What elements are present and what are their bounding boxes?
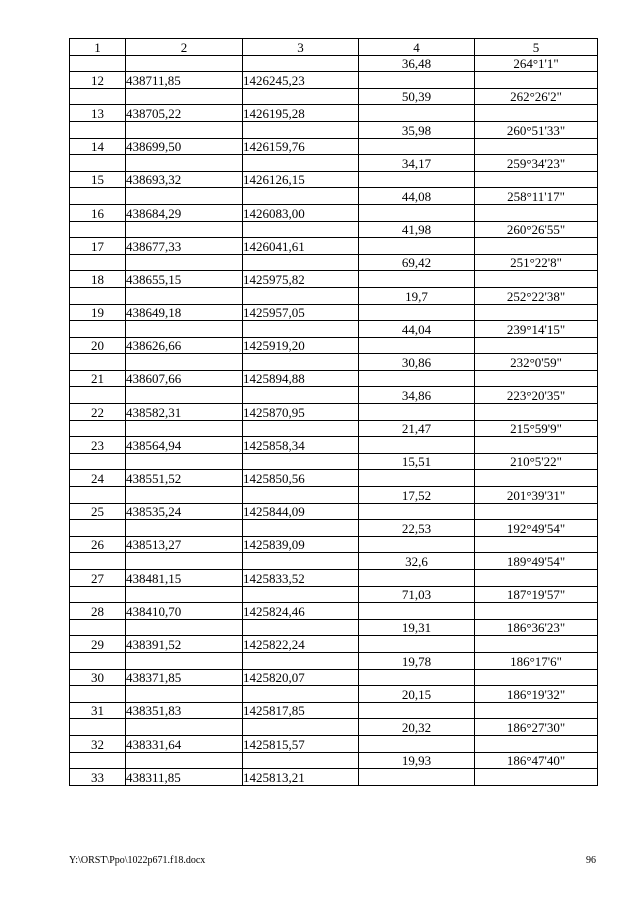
x-coordinate-cell [126,254,243,271]
y-coordinate-cell [243,221,359,238]
y-coordinate-cell: 1425975,82 [243,271,359,288]
segment-length-cell: 19,31 [359,619,475,636]
direction-angle-cell: 232°0'59" [475,354,598,371]
direction-angle-cell [475,238,598,255]
column-header-4: 4 [359,39,475,56]
coordinates-table [69,38,598,786]
table-row [70,387,598,404]
x-coordinate-cell: 438481,15 [126,570,243,587]
x-coordinate-cell [126,155,243,172]
direction-angle-cell: 186°19'32" [475,686,598,703]
y-coordinate-cell [243,121,359,138]
point-number-cell: 21 [70,370,126,387]
point-number-cell: 27 [70,570,126,587]
direction-angle-cell [475,204,598,221]
direction-angle-cell: 264°1'1" [475,55,598,72]
segment-length-cell: 20,15 [359,686,475,703]
x-coordinate-cell [126,652,243,669]
point-number-cell: 26 [70,536,126,553]
point-number-cell: 13 [70,105,126,122]
table-row [70,337,598,354]
y-coordinate-cell [243,155,359,172]
table-row [70,121,598,138]
table-row [70,652,598,669]
x-coordinate-cell [126,287,243,304]
direction-angle-cell [475,669,598,686]
point-number-cell [70,453,126,470]
y-coordinate-cell: 1426195,28 [243,105,359,122]
y-coordinate-cell [243,420,359,437]
table-row [70,404,598,421]
y-coordinate-cell: 1426245,23 [243,72,359,89]
direction-angle-cell: 186°36'23" [475,619,598,636]
column-header-5: 5 [475,39,598,56]
segment-length-cell [359,536,475,553]
segment-length-cell: 30,86 [359,354,475,371]
point-number-cell [70,55,126,72]
point-number-cell [70,387,126,404]
table-row [70,586,598,603]
y-coordinate-cell: 1425820,07 [243,669,359,686]
footer-file-path: Y:\ORST\Ppo\1022p671.f18.docx [69,855,206,866]
point-number-cell: 19 [70,304,126,321]
x-coordinate-cell [126,719,243,736]
segment-length-cell [359,702,475,719]
point-number-cell: 20 [70,337,126,354]
y-coordinate-cell: 1426159,76 [243,138,359,155]
point-number-cell [70,121,126,138]
segment-length-cell [359,603,475,620]
direction-angle-cell [475,105,598,122]
y-coordinate-cell [243,520,359,537]
x-coordinate-cell [126,487,243,504]
y-coordinate-cell [243,88,359,105]
table-row [70,105,598,122]
segment-length-cell [359,337,475,354]
x-coordinate-cell: 438607,66 [126,370,243,387]
y-coordinate-cell: 1425839,09 [243,536,359,553]
point-number-cell: 18 [70,271,126,288]
x-coordinate-cell: 438705,22 [126,105,243,122]
table-row [70,155,598,172]
direction-angle-cell [475,570,598,587]
x-coordinate-cell: 438371,85 [126,669,243,686]
table-row [70,287,598,304]
direction-angle-cell: 223°20'35" [475,387,598,404]
point-number-cell [70,487,126,504]
table-body [70,55,598,785]
point-number-cell [70,188,126,205]
x-coordinate-cell: 438410,70 [126,603,243,620]
x-coordinate-cell: 438351,83 [126,702,243,719]
direction-angle-cell [475,470,598,487]
table-row [70,254,598,271]
segment-length-cell: 20,32 [359,719,475,736]
y-coordinate-cell [243,553,359,570]
point-number-cell [70,520,126,537]
y-coordinate-cell: 1425850,56 [243,470,359,487]
direction-angle-cell [475,636,598,653]
segment-length-cell: 19,93 [359,752,475,769]
x-coordinate-cell [126,321,243,338]
y-coordinate-cell [243,254,359,271]
table-header-row [70,39,598,56]
segment-length-cell [359,669,475,686]
direction-angle-cell: 262°26'2" [475,88,598,105]
point-number-cell [70,287,126,304]
x-coordinate-cell: 438551,52 [126,470,243,487]
point-number-cell: 29 [70,636,126,653]
segment-length-cell [359,437,475,454]
segment-length-cell: 34,17 [359,155,475,172]
table-row [70,55,598,72]
x-coordinate-cell [126,55,243,72]
x-coordinate-cell [126,221,243,238]
segment-length-cell [359,138,475,155]
direction-angle-cell: 260°51'33" [475,121,598,138]
table-row [70,238,598,255]
table-row [70,603,598,620]
point-number-cell [70,354,126,371]
segment-length-cell [359,72,475,89]
table-row [70,470,598,487]
table-row [70,304,598,321]
y-coordinate-cell: 1425919,20 [243,337,359,354]
segment-length-cell: 71,03 [359,586,475,603]
table-row [70,719,598,736]
segment-length-cell [359,204,475,221]
direction-angle-cell: 189°49'54" [475,553,598,570]
x-coordinate-cell: 438649,18 [126,304,243,321]
y-coordinate-cell [243,652,359,669]
point-number-cell [70,619,126,636]
y-coordinate-cell: 1425844,09 [243,503,359,520]
y-coordinate-cell: 1425957,05 [243,304,359,321]
y-coordinate-cell: 1426126,15 [243,171,359,188]
x-coordinate-cell: 438711,85 [126,72,243,89]
y-coordinate-cell [243,453,359,470]
point-number-cell: 14 [70,138,126,155]
direction-angle-cell [475,138,598,155]
direction-angle-cell: 187°19'57" [475,586,598,603]
point-number-cell [70,686,126,703]
segment-length-cell: 41,98 [359,221,475,238]
table-row [70,735,598,752]
segment-length-cell [359,470,475,487]
direction-angle-cell [475,404,598,421]
x-coordinate-cell: 438655,15 [126,271,243,288]
y-coordinate-cell [243,487,359,504]
point-number-cell: 23 [70,437,126,454]
direction-angle-cell: 186°17'6" [475,652,598,669]
segment-length-cell [359,105,475,122]
x-coordinate-cell: 438535,24 [126,503,243,520]
y-coordinate-cell [243,188,359,205]
direction-angle-cell [475,337,598,354]
point-number-cell [70,321,126,338]
x-coordinate-cell [126,586,243,603]
point-number-cell [70,553,126,570]
segment-length-cell [359,271,475,288]
segment-length-cell [359,238,475,255]
point-number-cell [70,420,126,437]
direction-angle-cell [475,437,598,454]
table-row [70,536,598,553]
table-row [70,437,598,454]
segment-length-cell: 50,39 [359,88,475,105]
segment-length-cell: 32,6 [359,553,475,570]
table-row [70,221,598,238]
y-coordinate-cell: 1425858,34 [243,437,359,454]
direction-angle-cell: 215°59'9" [475,420,598,437]
y-coordinate-cell [243,287,359,304]
table-row [70,769,598,786]
table-row [70,553,598,570]
segment-length-cell: 44,08 [359,188,475,205]
table-row [70,370,598,387]
direction-angle-cell: 186°47'40" [475,752,598,769]
segment-length-cell [359,735,475,752]
y-coordinate-cell: 1425894,88 [243,370,359,387]
y-coordinate-cell: 1425824,46 [243,603,359,620]
x-coordinate-cell [126,387,243,404]
table-row [70,619,598,636]
y-coordinate-cell [243,752,359,769]
table-row [70,453,598,470]
direction-angle-cell: 201°39'31" [475,487,598,504]
column-header-2: 2 [126,39,243,56]
table-row [70,503,598,520]
point-number-cell: 15 [70,171,126,188]
table-row [70,271,598,288]
segment-length-cell [359,636,475,653]
table-row [70,487,598,504]
x-coordinate-cell [126,88,243,105]
point-number-cell: 22 [70,404,126,421]
table-row [70,138,598,155]
y-coordinate-cell [243,354,359,371]
x-coordinate-cell [126,752,243,769]
direction-angle-cell [475,304,598,321]
x-coordinate-cell: 438677,33 [126,238,243,255]
y-coordinate-cell: 1425815,57 [243,735,359,752]
x-coordinate-cell [126,420,243,437]
segment-length-cell: 19,7 [359,287,475,304]
direction-angle-cell: 192°49'54" [475,520,598,537]
table-row [70,702,598,719]
x-coordinate-cell [126,686,243,703]
point-number-cell [70,88,126,105]
point-number-cell: 28 [70,603,126,620]
point-number-cell: 31 [70,702,126,719]
point-number-cell: 12 [70,72,126,89]
direction-angle-cell [475,271,598,288]
direction-angle-cell [475,171,598,188]
y-coordinate-cell [243,321,359,338]
segment-length-cell: 15,51 [359,453,475,470]
table-row [70,520,598,537]
x-coordinate-cell: 438564,94 [126,437,243,454]
column-header-1: 1 [70,39,126,56]
table-row [70,420,598,437]
table-row [70,88,598,105]
table-row [70,321,598,338]
segment-length-cell [359,171,475,188]
point-number-cell: 32 [70,735,126,752]
direction-angle-cell [475,603,598,620]
table-row [70,171,598,188]
y-coordinate-cell [243,686,359,703]
column-header-3: 3 [243,39,359,56]
segment-length-cell: 21,47 [359,420,475,437]
direction-angle-cell [475,702,598,719]
y-coordinate-cell: 1425870,95 [243,404,359,421]
direction-angle-cell: 186°27'30" [475,719,598,736]
table-row [70,354,598,371]
direction-angle-cell [475,735,598,752]
x-coordinate-cell: 438311,85 [126,769,243,786]
x-coordinate-cell: 438699,50 [126,138,243,155]
segment-length-cell [359,370,475,387]
segment-length-cell: 35,98 [359,121,475,138]
direction-angle-cell [475,370,598,387]
segment-length-cell: 22,53 [359,520,475,537]
x-coordinate-cell [126,453,243,470]
x-coordinate-cell [126,121,243,138]
point-number-cell: 16 [70,204,126,221]
x-coordinate-cell [126,188,243,205]
point-number-cell: 24 [70,470,126,487]
segment-length-cell [359,404,475,421]
point-number-cell: 33 [70,769,126,786]
point-number-cell [70,586,126,603]
x-coordinate-cell: 438582,31 [126,404,243,421]
x-coordinate-cell: 438626,66 [126,337,243,354]
table-row [70,636,598,653]
y-coordinate-cell [243,387,359,404]
table-row [70,188,598,205]
footer-page-number: 96 [586,855,596,866]
segment-length-cell [359,769,475,786]
direction-angle-cell [475,72,598,89]
direction-angle-cell: 251°22'8" [475,254,598,271]
y-coordinate-cell: 1426083,00 [243,204,359,221]
table-row [70,72,598,89]
y-coordinate-cell [243,55,359,72]
direction-angle-cell [475,769,598,786]
direction-angle-cell: 259°34'23" [475,155,598,172]
y-coordinate-cell: 1425833,52 [243,570,359,587]
point-number-cell: 30 [70,669,126,686]
point-number-cell [70,155,126,172]
point-number-cell: 25 [70,503,126,520]
segment-length-cell: 69,42 [359,254,475,271]
direction-angle-cell: 252°22'38" [475,287,598,304]
x-coordinate-cell [126,520,243,537]
x-coordinate-cell [126,553,243,570]
direction-angle-cell: 210°5'22" [475,453,598,470]
table-row [70,570,598,587]
table-row [70,686,598,703]
segment-length-cell [359,304,475,321]
table-row [70,204,598,221]
direction-angle-cell: 258°11'17" [475,188,598,205]
y-coordinate-cell: 1425817,85 [243,702,359,719]
y-coordinate-cell: 1425822,24 [243,636,359,653]
segment-length-cell: 36,48 [359,55,475,72]
segment-length-cell: 17,52 [359,487,475,504]
segment-length-cell: 34,86 [359,387,475,404]
y-coordinate-cell [243,586,359,603]
direction-angle-cell [475,503,598,520]
y-coordinate-cell: 1425813,21 [243,769,359,786]
direction-angle-cell: 260°26'55" [475,221,598,238]
x-coordinate-cell: 438513,27 [126,536,243,553]
y-coordinate-cell [243,619,359,636]
point-number-cell [70,221,126,238]
point-number-cell [70,752,126,769]
point-number-cell [70,652,126,669]
table-row [70,669,598,686]
x-coordinate-cell [126,354,243,371]
x-coordinate-cell [126,619,243,636]
direction-angle-cell: 239°14'15" [475,321,598,338]
segment-length-cell: 19,78 [359,652,475,669]
point-number-cell: 17 [70,238,126,255]
point-number-cell [70,254,126,271]
x-coordinate-cell: 438684,29 [126,204,243,221]
y-coordinate-cell [243,719,359,736]
direction-angle-cell [475,536,598,553]
segment-length-cell [359,570,475,587]
x-coordinate-cell: 438331,64 [126,735,243,752]
table-row [70,752,598,769]
y-coordinate-cell: 1426041,61 [243,238,359,255]
point-number-cell [70,719,126,736]
segment-length-cell [359,503,475,520]
x-coordinate-cell: 438693,32 [126,171,243,188]
x-coordinate-cell: 438391,52 [126,636,243,653]
segment-length-cell: 44,04 [359,321,475,338]
